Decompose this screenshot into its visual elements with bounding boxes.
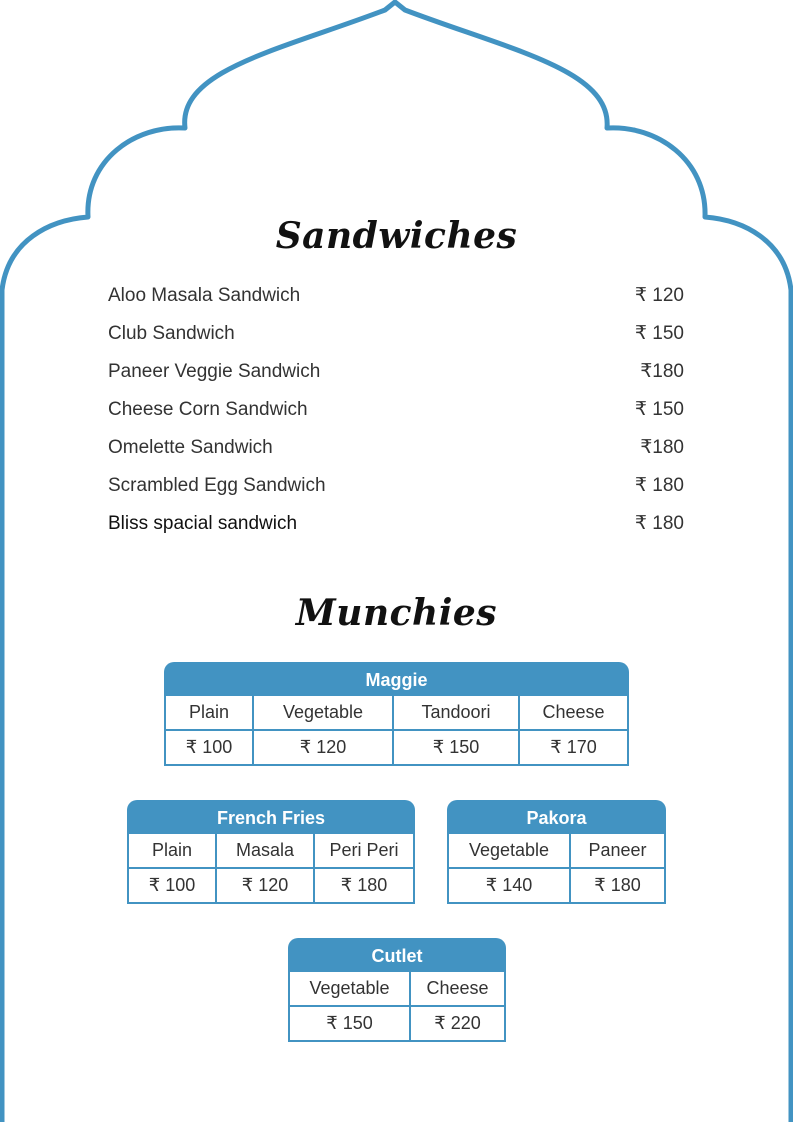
sandwich-price: ₹180 (640, 437, 684, 458)
price-cell: ₹ 150 (326, 1013, 373, 1033)
option-row (449, 834, 664, 867)
pakora-title: Pakora (447, 800, 666, 834)
option-cell: Cheese (518, 696, 627, 729)
option-cell: Vegetable (252, 696, 392, 729)
price-cell: ₹ 100 (148, 875, 196, 895)
option-cell: Vegetable (309, 978, 390, 998)
option-row (129, 834, 413, 867)
sandwich-price: ₹ 180 (634, 475, 684, 496)
cutlet-title: Cutlet (288, 938, 506, 972)
sandwich-item (108, 433, 684, 463)
sandwich-item (108, 471, 684, 501)
price-row (129, 867, 413, 902)
sandwich-price: ₹ 150 (634, 399, 684, 420)
sandwich-price: ₹180 (640, 361, 684, 382)
sandwich-name: Cheese Corn Sandwich (108, 399, 308, 420)
option-cell: Peri Peri (313, 834, 413, 867)
sandwich-price: ₹ 150 (634, 323, 684, 344)
price-cell: ₹ 150 (392, 731, 518, 764)
french-fries-title: French Fries (127, 800, 415, 834)
maggie-title: Maggie (164, 662, 629, 696)
option-row (166, 696, 627, 729)
option-cell: Vegetable (468, 840, 550, 860)
sandwich-price: ₹ 180 (634, 513, 684, 534)
price-row (166, 729, 627, 764)
price-cell: ₹ 180 (313, 869, 413, 902)
sandwiches-heading: Sandwiches (275, 215, 518, 257)
option-cell: Paneer (569, 834, 664, 867)
sandwich-item (108, 357, 684, 387)
option-cell: Cheese (409, 972, 504, 1005)
sandwich-item (108, 509, 684, 539)
sandwich-name: Aloo Masala Sandwich (108, 285, 301, 306)
sandwich-name: Club Sandwich (108, 323, 235, 344)
price-cell: ₹ 220 (409, 1007, 504, 1040)
price-row (290, 1005, 504, 1040)
sandwich-name: Paneer Veggie Sandwich (108, 361, 321, 382)
price-cell: ₹ 100 (185, 737, 233, 757)
munchies-heading: Munchies (295, 592, 498, 634)
sandwich-item (108, 319, 684, 349)
sandwich-item (108, 395, 684, 425)
sandwich-name: Bliss spacial sandwich (108, 513, 298, 534)
option-cell: Tandoori (392, 696, 518, 729)
sandwich-item (108, 281, 684, 311)
option-row (290, 972, 504, 1005)
price-cell: ₹ 120 (215, 869, 313, 902)
sandwich-price: ₹ 120 (634, 285, 684, 306)
sandwich-name: Omelette Sandwich (108, 437, 273, 458)
price-cell: ₹ 140 (485, 875, 533, 895)
maggie-table (164, 662, 629, 766)
cutlet-table (288, 938, 506, 1042)
option-cell: Masala (215, 834, 313, 867)
option-cell: Plain (188, 702, 230, 722)
french-fries-table (127, 800, 415, 904)
pakora-table (447, 800, 666, 904)
price-cell: ₹ 120 (252, 731, 392, 764)
option-cell: Plain (151, 840, 193, 860)
price-row (449, 867, 664, 902)
price-cell: ₹ 170 (518, 731, 627, 764)
sandwich-name: Scrambled Egg Sandwich (108, 475, 326, 496)
price-cell: ₹ 180 (569, 869, 664, 902)
